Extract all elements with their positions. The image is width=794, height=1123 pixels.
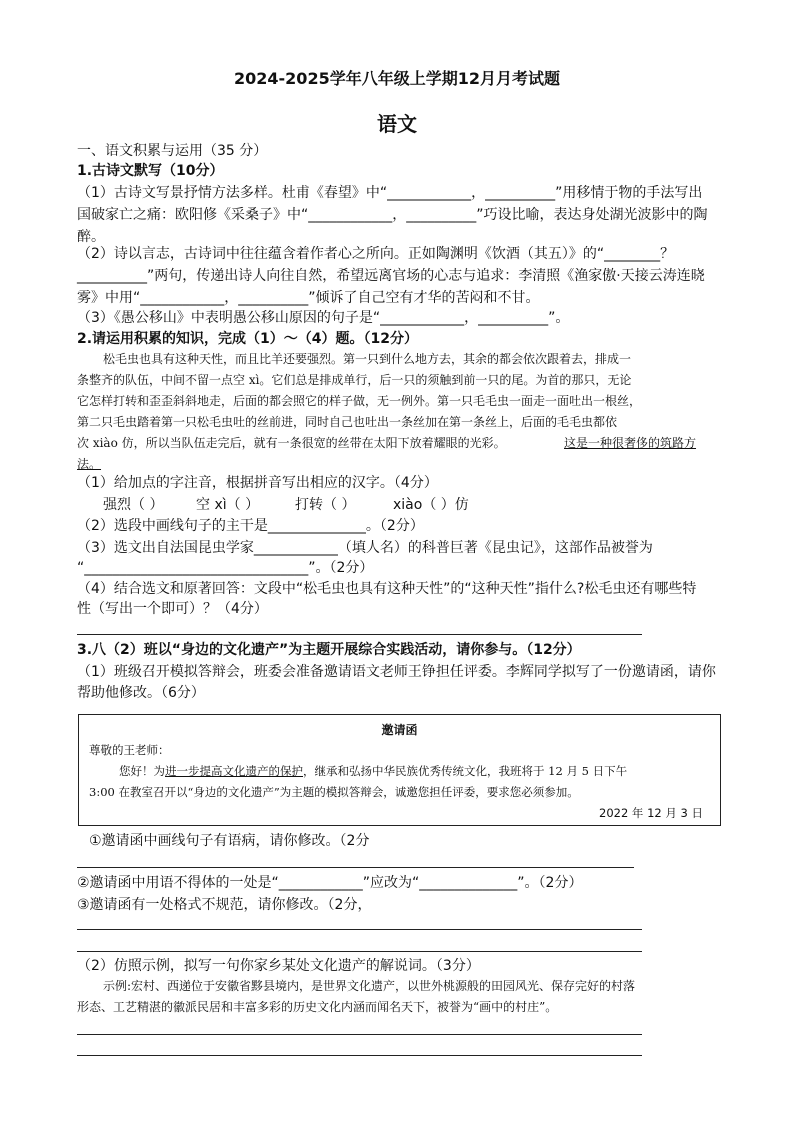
task-2: ②邀请函中用语不得体的一处是“____________”应改为“______________”。（2分） — [77, 875, 583, 891]
pinyin-word-2: 空 xì（ ） — [196, 497, 260, 513]
passage-line-5: 次 xiào 仿，所以当队伍走完后，就有一条很宽的丝带在太阳下放着耀眼的光彩。 — [77, 436, 506, 450]
q2-sub3-line2: “________________________________”。（2分） — [77, 560, 374, 576]
q1-line-4: （2）诗以言志，古诗词中往往蕴含着作者心之所向。正如陶渊明《饮酒（其五）》的“________？ — [77, 246, 675, 262]
passage-line-4: 第二只毛虫踏着第一只松毛虫吐的丝前进，同时自己也吐出一条丝加在第一条丝上，后面的毛毛虫都依 — [77, 415, 618, 429]
q3-sub2: （2）仿照示例，拟写一句你家乡某处文化遗产的解说词。（3分） — [77, 958, 480, 974]
answer-line — [77, 929, 642, 930]
q3-sub1-line1: （1）班级召开模拟答辩会，班委会准备邀请语文老师王铮担任评委。李辉同学拟写了一份邀请函，请你 — [77, 664, 716, 680]
example-line-2: 形态、工艺精湛的徽派民居和丰富多彩的历史文化内涵而闻名天下，被誉为“画中的村庄”。 — [77, 1000, 558, 1014]
subject-title: 语文 — [377, 112, 417, 136]
passage-line-1: 松毛虫也具有这种天性，而且比羊还要强烈。第一只到什么地方去，其余的都会依次跟着去，排成一 — [103, 352, 632, 366]
q2-sub3-line1: （3）选文出自法国昆虫学家____________（填人名）的科普巨著《昆虫记》，这部作品被誉为 — [77, 540, 653, 556]
letter-title: 邀请函 — [381, 723, 418, 737]
task-3: ③邀请函有一处格式不规范，请你修改。（2分， — [77, 897, 372, 913]
section-heading: 一、语文积累与运用（35 分） — [77, 143, 268, 159]
q1-line-2: 国破家亡之痛：欧阳修《采桑子》中“____________，__________”巧设比喻，表达身处湖光波影中的陶 — [77, 207, 708, 223]
invitation-letter-box — [78, 714, 721, 826]
letter-body-line2: 3:00 在教室召开以“身边的文化遗产”为主题的模拟答辩会，诚邀您担任评委，要求您必须参加。 — [89, 785, 579, 799]
q1-heading: 1.古诗文默写（10分） — [77, 163, 224, 179]
q3-sub1-line2: 帮助他修改。（6分） — [77, 685, 205, 701]
q1-line-5: __________”两句，传递出诗人向往自然，希望远离官场的心志与追求：李清照《渔家傲·天接云涛连晓 — [77, 268, 705, 284]
answer-line — [77, 1055, 642, 1056]
passage-underlined-sentence: 这是一种很奢侈的筑路方 — [564, 436, 697, 450]
answer-line — [77, 867, 634, 868]
q2-sub2: （2）选段中画线句子的主干是______________。（2分） — [77, 518, 424, 534]
passage-line-2: 条整齐的队伍，中间不留一点空 xì。它们总是排成单行，后一只的须触到前一只的尾。为首的那只，无论 — [77, 373, 632, 387]
passage-line-3: 它怎样打转和歪歪斜斜地走，后面的都会照它的样子做，无一例外。第一只毛毛虫一面走一面吐出一根丝， — [77, 394, 642, 408]
q3-heading: 3.八（2）班以“身边的文化遗产”为主题开展综合实践活动，请你参与。（12分） — [77, 642, 581, 658]
letter-date: 2022 年 12 月 3 日 — [599, 806, 703, 820]
letter-greeting: 尊敬的王老师： — [89, 743, 170, 757]
answer-line — [77, 634, 642, 635]
q2-sub4-line2: 性（写出一个即可）？（4分） — [77, 601, 268, 617]
letter-underlined-phrase: 进一步提高文化遗产的保护 — [165, 764, 303, 778]
letter-body-line1: 您好！为进一步提高文化遗产的保护，继承和弘扬中华民族优秀传统文化，我班将于 12 月 5 日下午 — [119, 764, 628, 778]
q2-heading: 2.请运用积累的知识，完成（1）～（4）题。（12分） — [77, 331, 419, 347]
q1-line-3: 醉。 — [77, 229, 105, 245]
pinyin-word-3: 打转（ ） — [295, 497, 356, 513]
answer-line — [77, 1034, 642, 1035]
q2-sub4-line1: （4）结合选文和原著回答：文段中“松毛虫也具有这种天性”的“这种天性”指什么?松毛虫还有哪些特 — [77, 581, 697, 597]
passage-line-7: 法。 — [77, 457, 102, 471]
pinyin-word-4: xiào（ ）仿 — [393, 497, 469, 513]
example-line-1: 示例:宏村、西递位于安徽省黟县境内，是世界文化遗产，以世外桃源般的田园风光、保存完好的村落 — [103, 979, 636, 993]
answer-line — [77, 951, 642, 952]
q1-line-1: （1）古诗文写景抒情方法多样。杜甫《春望》中“____________，__________”用移情于物的手法写出 — [77, 185, 703, 201]
task-1: ①邀请函中画线句子有语病，请你修改。（2分 — [89, 833, 370, 849]
q1-line-6: 雾》中用“____________，__________”倾诉了自己空有才华的苦闷和不甘。 — [77, 290, 540, 306]
exam-title: 2024-2025学年八年级上学期12月月考试题 — [234, 69, 560, 88]
q2-sub1: （1）给加点的字注音，根据拼音写出相应的汉字。（4分） — [77, 475, 438, 491]
q1-line-7: （3）《愚公移山》中表明愚公移山原因的句子是“____________，__________”。 — [77, 310, 570, 326]
pinyin-word-1: 强烈（ ） — [103, 497, 164, 513]
